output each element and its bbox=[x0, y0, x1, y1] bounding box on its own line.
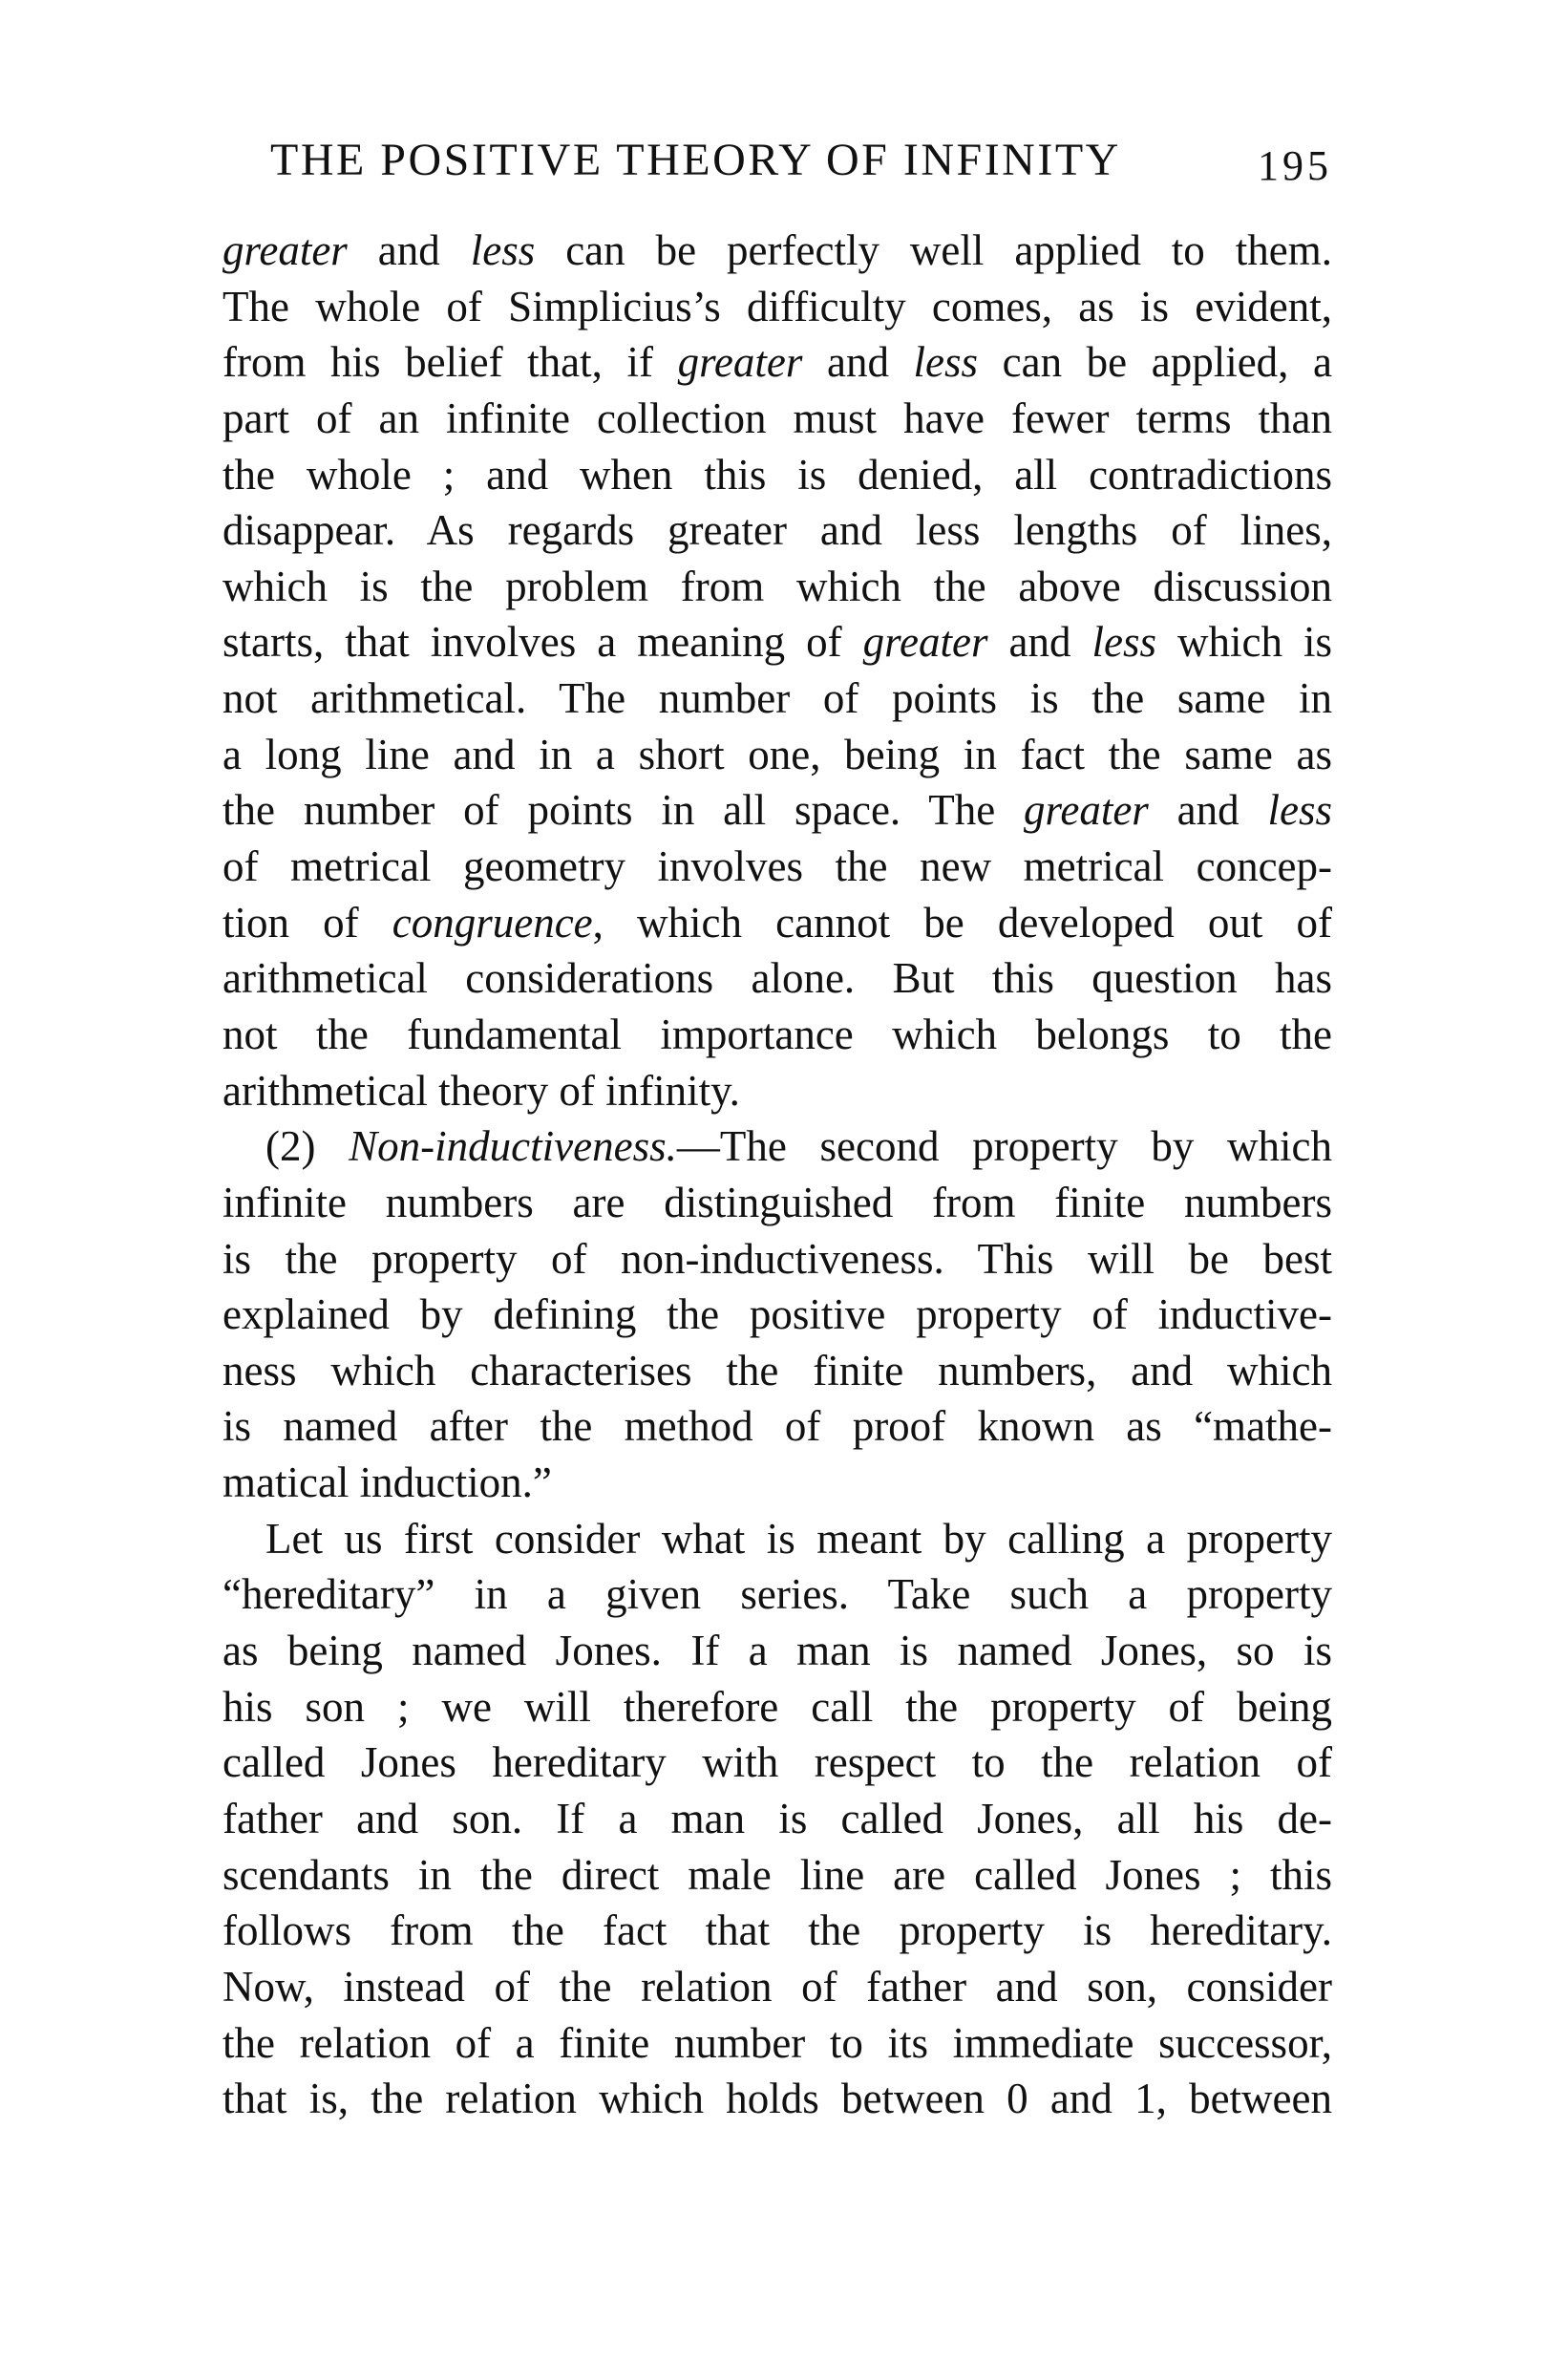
text-line bbox=[222, 895, 1332, 951]
text-segment: that is, the relation which holds between 0 and 1, between bbox=[222, 2075, 1332, 2123]
text-line bbox=[222, 1847, 1332, 1904]
running-head-title: THE POSITIVE THEORY OF INFINITY bbox=[270, 135, 1121, 185]
italic-text: congruence bbox=[392, 898, 593, 947]
text-segment: not the fundamental importance which belongs to the bbox=[222, 1010, 1332, 1058]
text-line bbox=[222, 1903, 1332, 1959]
text-segment: part of an infinite collection must have fewer terms than bbox=[222, 394, 1332, 442]
text-line bbox=[222, 1175, 1332, 1231]
text-line bbox=[222, 559, 1332, 615]
text-segment: disappear. As regards greater and less lengths of lines, bbox=[222, 506, 1332, 555]
text-line bbox=[222, 1007, 1332, 1063]
text-line bbox=[222, 950, 1332, 1007]
text-segment: is named after the method of proof known as “mathe- bbox=[222, 1402, 1332, 1451]
text-line bbox=[222, 1287, 1332, 1343]
text-segment: as being named Jones. If a man is named Jones, so is bbox=[222, 1627, 1332, 1675]
text-line bbox=[222, 1735, 1332, 1791]
text-segment: the number of points in all space. The bbox=[222, 786, 1025, 835]
text-segment: his son ; we will therefore call the property of being bbox=[222, 1682, 1332, 1731]
text-segment: and bbox=[802, 338, 914, 387]
text-line bbox=[222, 502, 1332, 559]
text-segment: ness which characterises the finite numbers, and which bbox=[222, 1346, 1332, 1394]
text-segment: not arithmetical. The number of points is the same in bbox=[222, 674, 1332, 723]
italic-text: less bbox=[1091, 618, 1156, 667]
italic-text: less bbox=[913, 338, 979, 387]
text-segment: the relation of a finite number to its immediate successor, bbox=[222, 2018, 1332, 2067]
running-head bbox=[270, 132, 1332, 189]
text-segment: (2) bbox=[265, 1122, 350, 1171]
text-line bbox=[222, 1791, 1332, 1847]
text-line bbox=[222, 391, 1332, 447]
text-segment: Now, instead of the relation of father and son, consider bbox=[222, 1962, 1332, 2011]
text-segment: matical induction.” bbox=[222, 1458, 552, 1507]
text-segment: “hereditary” in a given series. Take such a property bbox=[222, 1570, 1332, 1619]
text-segment: a long line and in a short one, being in fact the same as bbox=[222, 730, 1332, 778]
text-line bbox=[222, 614, 1332, 671]
text-line bbox=[222, 1566, 1332, 1623]
text-line bbox=[222, 1679, 1332, 1735]
text-segment: and bbox=[347, 226, 471, 274]
text-segment: arithmetical considerations alone. But this question has bbox=[222, 954, 1332, 1003]
italic-text: Non-inductiveness. bbox=[349, 1122, 677, 1171]
text-line bbox=[222, 447, 1332, 503]
text-line bbox=[222, 1343, 1332, 1399]
text-line bbox=[222, 727, 1332, 783]
text-line bbox=[222, 334, 1332, 391]
text-segment: explained by defining the positive property of inductive- bbox=[222, 1290, 1332, 1339]
italic-text: less bbox=[1267, 786, 1332, 835]
italic-text: greater bbox=[862, 618, 988, 667]
text-segment: can be applied, a bbox=[978, 338, 1332, 387]
text-segment: tion of bbox=[222, 898, 392, 947]
text-segment: the whole ; and when this is denied, all contradictions bbox=[222, 450, 1332, 499]
text-segment: —The second property by which bbox=[676, 1122, 1332, 1171]
italic-text: greater bbox=[1024, 786, 1149, 835]
text-line bbox=[222, 2015, 1332, 2072]
text-segment: The whole of Simplicius’s difficulty comes, as is evident, bbox=[222, 282, 1332, 330]
page-number: 195 bbox=[1258, 142, 1332, 189]
text-segment: father and son. If a man is called Jones, all his de- bbox=[222, 1794, 1332, 1842]
text-segment: from his belief that, if bbox=[222, 338, 678, 387]
text-segment: called Jones hereditary with respect to the relation of bbox=[222, 1738, 1332, 1787]
body-text bbox=[222, 223, 1332, 2127]
text-segment: infinite numbers are distinguished from finite numbers bbox=[222, 1178, 1332, 1226]
text-line bbox=[222, 1959, 1332, 2015]
text-segment: can be perfectly well applied to them. bbox=[535, 226, 1332, 274]
text-segment: and bbox=[1148, 786, 1268, 835]
text-segment: and bbox=[987, 618, 1092, 667]
text-segment: starts, that involves a meaning of bbox=[222, 618, 863, 667]
text-segment: Let us first consider what is meant by calling a property bbox=[265, 1514, 1332, 1563]
italic-text: greater bbox=[222, 226, 348, 274]
text-line bbox=[222, 671, 1332, 727]
text-segment: arithmetical theory of infinity. bbox=[222, 1066, 740, 1115]
italic-text: greater bbox=[677, 338, 803, 387]
italic-text: less bbox=[470, 226, 536, 274]
text-segment: , which cannot be developed out of bbox=[592, 898, 1332, 947]
text-line bbox=[222, 1623, 1332, 1679]
text-segment: scendants in the direct male line are called Jones ; this bbox=[222, 1850, 1332, 1899]
text-line bbox=[222, 1398, 1332, 1455]
text-segment: which is the problem from which the above discussion bbox=[222, 562, 1332, 610]
text-line bbox=[222, 2071, 1332, 2127]
text-line bbox=[222, 223, 1332, 279]
text-segment: which is bbox=[1155, 618, 1332, 667]
text-line bbox=[222, 279, 1332, 335]
text-line bbox=[222, 839, 1332, 895]
text-line bbox=[222, 1231, 1332, 1288]
text-line bbox=[222, 1063, 1332, 1119]
text-segment: is the property of non-inductiveness. This will be best bbox=[222, 1234, 1332, 1283]
text-line bbox=[222, 1511, 1332, 1567]
text-segment: of metrical geometry involves the new metrical concep- bbox=[222, 842, 1332, 891]
text-line bbox=[222, 1118, 1332, 1175]
text-line bbox=[222, 782, 1332, 839]
text-line bbox=[222, 1455, 1332, 1511]
text-segment: follows from the fact that the property is hereditary. bbox=[222, 1906, 1332, 1955]
